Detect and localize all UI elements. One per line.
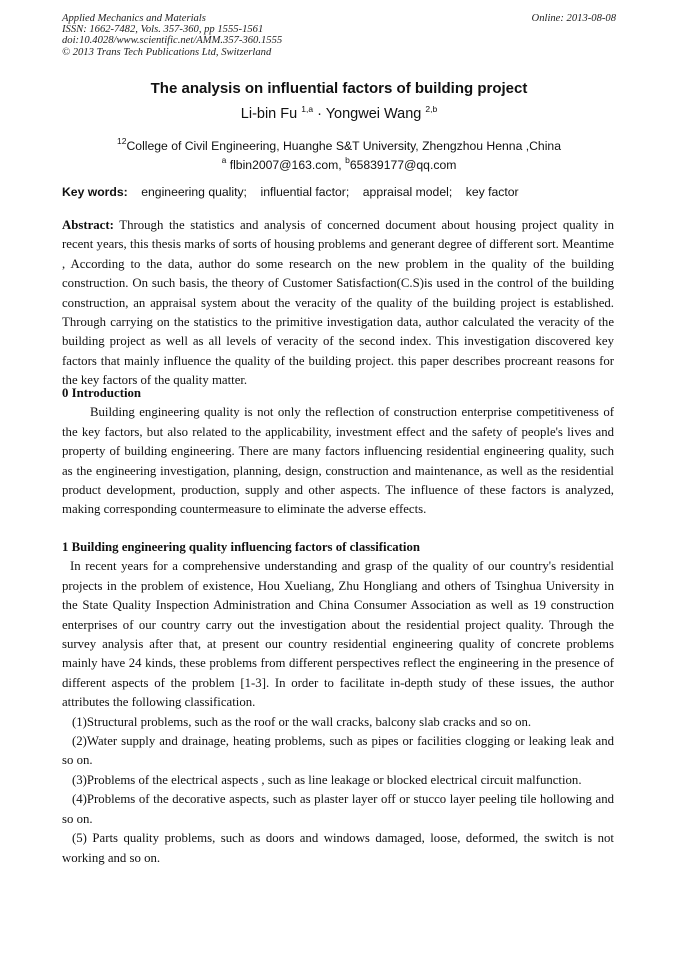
affiliation-marker: 12 <box>117 136 127 146</box>
emails <box>0 155 678 172</box>
affiliation <box>0 136 678 153</box>
author-1: Li-bin Fu <box>240 106 302 122</box>
author-2-affil: 2,b <box>425 104 438 114</box>
author-separator: · <box>313 106 326 122</box>
list-item: (4)Problems of the decorative aspects, such as plaster layer off or stucco layer peeling tile hollowing and so on. <box>62 792 614 826</box>
keywords <box>62 185 519 199</box>
abstract-label: Abstract: <box>62 218 114 232</box>
keywords-list: engineering quality; influential factor; appraisal model; key factor <box>127 185 519 199</box>
paragraph: Building engineering quality is not only the reflection of construction enterprise competitiveness of the key factors, but also related to the applicability, investment effect and the safety of people's lives and property of building engineering. There are many factors influencing residential engineering quality, such as the engineering investigation, planning, design, construction and maintenance, as well as the residential product development, production, supply and other aspects. The influence of these factors is analyzed, making corresponding countermeasure to eliminate the adverse effects. <box>62 405 614 517</box>
section-introduction <box>62 384 614 520</box>
list-item: (5) Parts quality problems, such as doors and windows damaged, loose, deformed, the switch is not working and so on. <box>62 831 614 865</box>
author-2: Yongwei Wang <box>325 106 426 122</box>
email-b[interactable]: 65839177@qq.com <box>349 158 457 172</box>
issn-line: ISSN: 1662-7482, Vols. 357-360, pp 1555-1561 <box>62 24 264 36</box>
abstract-text: Through the statistics and analysis of concerned document about housing project quality in recent years, this thesis marks of sorts of housing problems and generant degree of different sort. Meantime , According to the data, author do some research on the new problem in the quality of the building construction. On such basis, the theory of Customer Satisfaction(C.S)is used in the control of the building construction, an appraisal system about the veracity of the quality of the building project is established. Through carrying on the statistics to the primitive investigation data, author calculated the veracity of the building project as well as all levels of veracity of the second index. This investigation discovered key factors that mainly influence the quality of the building project. this paper describes procreant reasons for the key factors of the quality matter. <box>62 218 614 388</box>
online-date: Online: 2013-08-08 <box>531 13 616 24</box>
paper-title: The analysis on influential factors of building project <box>150 80 528 97</box>
abstract <box>62 216 614 391</box>
email-a-marker: a <box>221 155 227 165</box>
paragraph: In recent years for a comprehensive understanding and grasp of the quality of our country's residential projects in the problem of existence, Hou Xueliang, Zhu Hongliang and others of Tsinghua University in the State Quality Inspection Administration and China Consumer Association as well as 19 construction enterprises of our country carry out the investigation about the residential project quality. Through the survey analysis after that, at present our country residential engineering quality of concrete problems mainly have 24 kinds, these problems from different perspectives reflect the engineering in the presence of different aspects of the problem [1-3]. In order to facilitate in-depth study of these issues, the author attributes the following classification. <box>62 559 614 710</box>
keywords-label: Key words: <box>62 185 128 199</box>
section-classification <box>62 538 614 868</box>
section-heading: 1 Building engineering quality influencing factors of classification <box>62 540 420 554</box>
journal-name: Applied Mechanics and Materials <box>62 13 206 24</box>
affiliation-text: College of Civil Engineering, Huanghe S&T University, Zhengzhou Henna ,China <box>126 139 561 153</box>
email-a[interactable]: flbin2007@163.com, <box>226 158 346 172</box>
list-item: (3)Problems of the electrical aspects , such as line leakage or blocked electrical circuit malfunction. <box>72 772 582 787</box>
section-heading: 0 Introduction <box>62 386 142 400</box>
doi-line: doi:10.4028/www.scientific.net/AMM.357-360.1555 <box>62 35 283 47</box>
journal-header <box>62 13 282 58</box>
copyright-line: © 2013 Trans Tech Publications Ltd, Switzerland <box>62 46 272 58</box>
list-item: (2)Water supply and drainage, heating problems, such as pipes or facilities clogging or leaking leak and so on. <box>62 734 614 768</box>
email-b-marker: b <box>345 155 350 165</box>
list-item: (1)Structural problems, such as the roof or the wall cracks, balcony slab cracks and so on. <box>72 714 532 729</box>
author-1-affil: 1,a <box>301 104 314 114</box>
author-line <box>0 104 678 122</box>
